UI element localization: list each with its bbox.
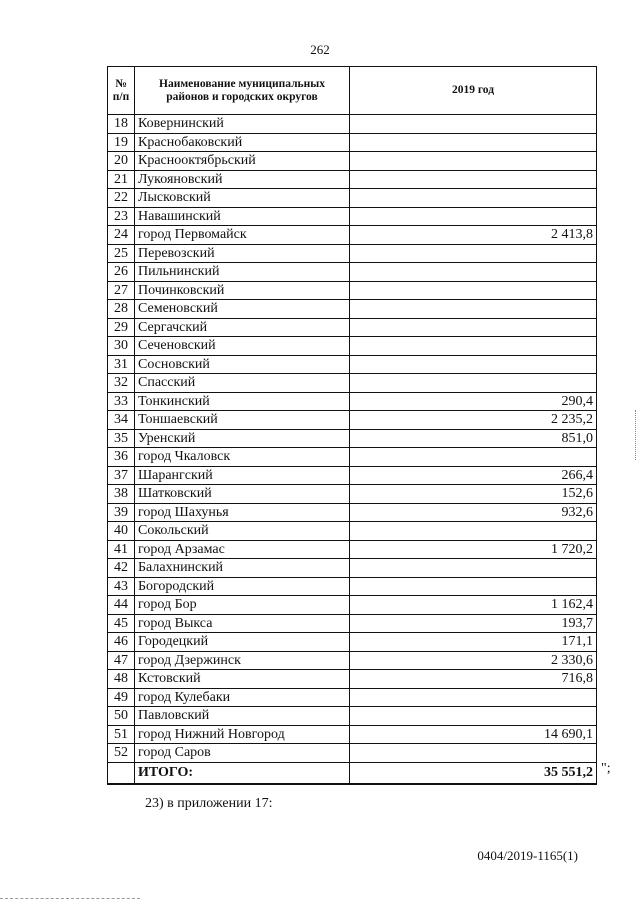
row-number: 22: [108, 189, 135, 208]
row-value: [350, 355, 597, 374]
row-name: город Дзержинск: [135, 651, 350, 670]
row-value: 1 720,2: [350, 540, 597, 559]
table-row: [108, 540, 597, 559]
row-value: 152,6: [350, 485, 597, 504]
table-row: [108, 207, 597, 226]
header-year: 2019 год: [350, 67, 597, 115]
row-value: [350, 263, 597, 282]
row-value: [350, 577, 597, 596]
table-row: [108, 670, 597, 689]
table-row: [108, 374, 597, 393]
row-name: Богородский: [135, 577, 350, 596]
row-name: Павловский: [135, 707, 350, 726]
table-row: [108, 596, 597, 615]
row-number: 45: [108, 614, 135, 633]
row-number: 52: [108, 744, 135, 763]
total-row: [108, 762, 597, 784]
row-number: 35: [108, 429, 135, 448]
table-header-row: [108, 67, 597, 115]
header-name: Наименование муниципальных районов и городских округов: [135, 67, 350, 115]
table-row: [108, 263, 597, 282]
table-row: [108, 337, 597, 356]
table-row: [108, 244, 597, 263]
row-value: [350, 115, 597, 134]
total-blank-cell: [108, 762, 135, 784]
row-number: 33: [108, 392, 135, 411]
row-value: [350, 281, 597, 300]
row-number: 47: [108, 651, 135, 670]
row-number: 40: [108, 522, 135, 541]
row-name: Пильнинский: [135, 263, 350, 282]
total-label: ИТОГО:: [135, 762, 350, 784]
row-number: 50: [108, 707, 135, 726]
row-value: [350, 688, 597, 707]
row-name: Ковернинский: [135, 115, 350, 134]
table-row: [108, 318, 597, 337]
row-number: 30: [108, 337, 135, 356]
table-row: [108, 614, 597, 633]
row-name: Лысковский: [135, 189, 350, 208]
table-row: [108, 281, 597, 300]
row-value: [350, 559, 597, 578]
row-name: город Арзамас: [135, 540, 350, 559]
row-name: Сергачский: [135, 318, 350, 337]
row-name: город Нижний Новгород: [135, 725, 350, 744]
table-row: [108, 392, 597, 411]
row-value: [350, 318, 597, 337]
row-number: 20: [108, 152, 135, 171]
table-row: [108, 170, 597, 189]
row-value: [350, 522, 597, 541]
row-name: город Бор: [135, 596, 350, 615]
total-value: 35 551,2: [350, 762, 597, 784]
row-value: 716,8: [350, 670, 597, 689]
row-name: город Шахунья: [135, 503, 350, 522]
row-number: 41: [108, 540, 135, 559]
row-number: 31: [108, 355, 135, 374]
table-row: [108, 651, 597, 670]
row-number: 19: [108, 133, 135, 152]
row-number: 38: [108, 485, 135, 504]
row-name: Уренский: [135, 429, 350, 448]
row-value: [350, 189, 597, 208]
row-name: Городецкий: [135, 633, 350, 652]
page-number: 262: [310, 42, 330, 57]
table-row: [108, 725, 597, 744]
row-number: 44: [108, 596, 135, 615]
row-name: Спасский: [135, 374, 350, 393]
row-number: 29: [108, 318, 135, 337]
row-number: 48: [108, 670, 135, 689]
row-value: [350, 207, 597, 226]
row-value: [350, 448, 597, 467]
row-number: 51: [108, 725, 135, 744]
table-row: [108, 577, 597, 596]
row-number: 42: [108, 559, 135, 578]
row-name: Починковский: [135, 281, 350, 300]
row-value: 2 413,8: [350, 226, 597, 245]
table-row: [108, 133, 597, 152]
table-row: [108, 503, 597, 522]
row-value: 2 330,6: [350, 651, 597, 670]
row-name: Навашинский: [135, 207, 350, 226]
row-number: 43: [108, 577, 135, 596]
row-value: [350, 337, 597, 356]
row-name: Шатковский: [135, 485, 350, 504]
table-body: [108, 115, 597, 784]
row-name: Семеновский: [135, 300, 350, 319]
row-number: 23: [108, 207, 135, 226]
row-name: город Выкса: [135, 614, 350, 633]
table-row: [108, 448, 597, 467]
row-value: 193,7: [350, 614, 597, 633]
row-name: Кстовский: [135, 670, 350, 689]
table-row: [108, 115, 597, 134]
row-value: 2 235,2: [350, 411, 597, 430]
row-name: Тоншаевский: [135, 411, 350, 430]
row-number: 21: [108, 170, 135, 189]
row-name: Сеченовский: [135, 337, 350, 356]
row-number: 24: [108, 226, 135, 245]
row-value: [350, 744, 597, 763]
row-name: Краснооктябрьский: [135, 152, 350, 171]
row-name: Перевозский: [135, 244, 350, 263]
row-number: 34: [108, 411, 135, 430]
bottom-divider: [0, 898, 140, 899]
row-number: 28: [108, 300, 135, 319]
row-value: [350, 374, 597, 393]
row-name: город Первомайск: [135, 226, 350, 245]
row-number: 18: [108, 115, 135, 134]
row-number: 39: [108, 503, 135, 522]
row-number: 26: [108, 263, 135, 282]
table-row: [108, 707, 597, 726]
row-value: 932,6: [350, 503, 597, 522]
row-name: Шарангский: [135, 466, 350, 485]
row-name: Балахнинский: [135, 559, 350, 578]
header-num: № п/п: [108, 67, 135, 115]
row-value: [350, 707, 597, 726]
row-value: [350, 133, 597, 152]
row-value: 171,1: [350, 633, 597, 652]
closing-quote: ";: [601, 761, 611, 776]
row-value: 851,0: [350, 429, 597, 448]
row-value: [350, 244, 597, 263]
table-row: [108, 189, 597, 208]
row-value: 14 690,1: [350, 725, 597, 744]
row-value: 1 162,4: [350, 596, 597, 615]
row-number: 46: [108, 633, 135, 652]
row-number: 49: [108, 688, 135, 707]
table-row: [108, 466, 597, 485]
table-row: [108, 633, 597, 652]
document-code: 0404/2019-1165(1): [477, 848, 578, 863]
table-row: [108, 152, 597, 171]
row-name: город Саров: [135, 744, 350, 763]
row-value: [350, 300, 597, 319]
row-name: Лукояновский: [135, 170, 350, 189]
row-name: Сосновский: [135, 355, 350, 374]
row-number: 36: [108, 448, 135, 467]
row-value: 266,4: [350, 466, 597, 485]
row-name: Сокольский: [135, 522, 350, 541]
row-value: 290,4: [350, 392, 597, 411]
table-row: [108, 485, 597, 504]
table-row: [108, 429, 597, 448]
row-name: город Чкаловск: [135, 448, 350, 467]
row-value: [350, 152, 597, 171]
table-row: [108, 411, 597, 430]
table-row: [108, 744, 597, 763]
table-row: [108, 688, 597, 707]
table-row: [108, 300, 597, 319]
row-number: 27: [108, 281, 135, 300]
budget-table: [107, 66, 597, 785]
table-row: [108, 522, 597, 541]
row-name: Краснобаковский: [135, 133, 350, 152]
row-number: 37: [108, 466, 135, 485]
row-name: город Кулебаки: [135, 688, 350, 707]
row-number: 32: [108, 374, 135, 393]
table-row: [108, 559, 597, 578]
row-name: Тонкинский: [135, 392, 350, 411]
margin-mark: [635, 410, 638, 460]
row-number: 25: [108, 244, 135, 263]
row-value: [350, 170, 597, 189]
table-row: [108, 226, 597, 245]
table-row: [108, 355, 597, 374]
amendment-text: 23) в приложении 17:: [145, 796, 273, 811]
